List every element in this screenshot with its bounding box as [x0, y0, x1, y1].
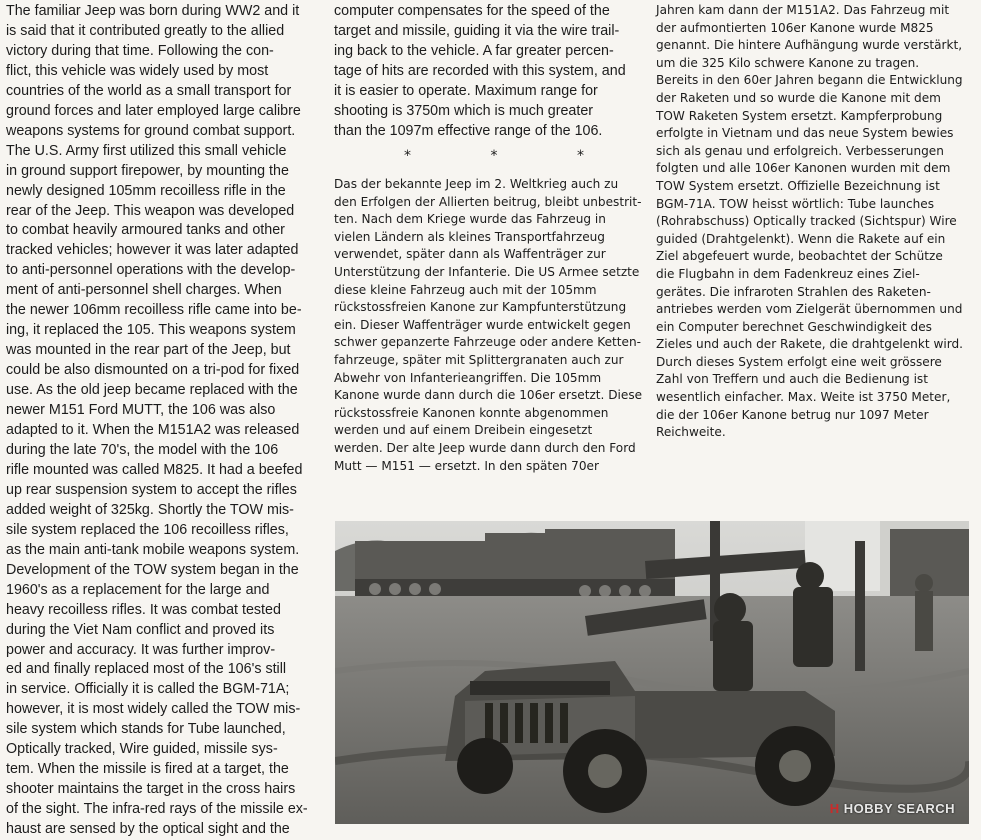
text-line: rifle mounted was called M825. It had a beefed: [6, 461, 303, 478]
text-line: shooting is 3750m which is much greater: [334, 102, 594, 119]
text-line: rückstossfreien Kanone zur Kampfunterstützung: [334, 300, 627, 315]
english-text-column-1: [6, 2, 308, 840]
text-line: die Flugbahn in dem Fadenkreuz eines Ziel-: [656, 266, 920, 281]
text-line: Optically tracked, Wire guided, missile sys-: [6, 741, 278, 758]
text-line: was mounted in the rear part of the Jeep, but: [6, 342, 291, 359]
text-line: TOW Raketen System ersetzt. Kampferprobung: [656, 108, 943, 123]
text-line: use. As the old jeep became replaced with the: [6, 382, 298, 399]
text-line: The familiar Jeep was born during WW2 and it: [6, 3, 300, 19]
german-text-column-3: [656, 2, 963, 442]
text-line: however, it is most widely called the TOW mis-: [6, 701, 301, 718]
text-line: is said that it contributed greatly to the allied: [6, 22, 285, 39]
text-line: during the late 70's, the model with the 106: [6, 441, 279, 458]
text-line: wesentlich einfacher. Max. Weite ist 3750 Meter,: [656, 390, 951, 405]
text-line: der Raketen und so wurde die Kanone mit dem: [656, 90, 941, 105]
text-line: verwendet, später dann als Waffenträger zur: [334, 247, 606, 262]
text-line: computer compensates for the speed of the: [334, 3, 610, 19]
text-line: target and missile, guiding it via the wire trail-: [334, 22, 620, 39]
text-line: Bereits in den 60er Jahren begann die Entwicklung: [656, 73, 963, 88]
text-line: Ziel abgefeuert wurde, beobachtet der Schütze: [656, 249, 943, 264]
text-line: Zieles und auch der Rakete, die drahtgelenkt wird.: [656, 337, 963, 352]
text-line: added weight of 325kg. Shortly the TOW mis-: [6, 501, 294, 518]
text-line: diese kleine Fahrzeug auch mit der 105mm: [334, 282, 597, 297]
text-line: Mutt — M151 — ersetzt. In den späten 70er: [334, 458, 599, 473]
text-line: to anti-personnel operations with the develop-: [6, 262, 296, 279]
text-line: den Erfolgen der Allierten beitrug, bleibt unbestrit-: [334, 194, 642, 209]
text-line: ing back to the vehicle. A far greater percen-: [334, 42, 614, 59]
section-separator: [404, 148, 584, 164]
text-line: tage of hits are recorded with this system, and: [334, 62, 626, 79]
separator-asterisk: *: [404, 148, 411, 164]
text-line: it is easier to operate. Maximum range for: [334, 82, 598, 99]
text-line: newly designed 105mm recoilless rifle in the: [6, 182, 286, 199]
text-line: Jahren kam dann der M151A2. Das Fahrzeug mit: [656, 3, 950, 17]
english-text-column-2: [334, 2, 626, 142]
text-line: the newer 106mm recoilless rifle came into be-: [6, 302, 302, 319]
text-line: folgten und alle 106er Kanonen wurden mit dem: [656, 161, 951, 176]
text-line: vielen Ländern als kleines Transportfahrzeug: [334, 229, 605, 244]
text-line: power and accuracy. It was further improv-: [6, 641, 276, 658]
text-line: Das der bekannte Jeep im 2. Weltkrieg auch zu: [334, 177, 619, 191]
text-line: die der 106er Kanone betrug nur 1097 Meter: [656, 407, 929, 422]
text-line: in ground support firepower, by mounting the: [6, 162, 289, 179]
text-line: newer M151 Ford MUTT, the 106 was also: [6, 402, 276, 419]
text-line: Kanone wurde dann durch die 106er ersetzt. Diese: [334, 388, 643, 403]
hobby-search-watermark: [830, 801, 955, 816]
text-line: adapted to it. When the M151A2 was released: [6, 422, 300, 439]
text-line: gerätes. Die infraroten Strahlen des Raketen-: [656, 284, 931, 299]
text-line: during the Viet Nam conflict and proved its: [6, 621, 275, 638]
text-line: guided (Drahtgelenkt). Wenn die Rakete auf ein: [656, 231, 946, 246]
text-line: weapons systems for ground combat support.: [6, 122, 296, 139]
text-line: ten. Nach dem Kriege wurde das Fahrzeug in: [334, 212, 606, 227]
text-line: ein. Dieser Waffenträger wurde entwickelt gegen: [334, 317, 631, 332]
text-line: in service. Officially it is called the BGM-71A;: [6, 681, 290, 698]
text-line: tem. When the missile is fired at a target, the: [6, 761, 289, 778]
text-line: tracked vehicles; however it was later adapted: [6, 242, 299, 259]
jeep-tow-photo: [335, 521, 969, 824]
text-line: um die 325 Kilo schwere Kanone zu tragen.: [656, 55, 920, 70]
text-line: ground forces and later employed large calibre: [6, 102, 301, 119]
text-line: of the sight. The infra-red rays of the missile ex-: [6, 801, 308, 818]
text-line: Development of the TOW system began in the: [6, 561, 299, 578]
text-line: ein Computer berechnet Geschwindigkeit des: [656, 319, 932, 334]
separator-asterisk: *: [577, 148, 584, 164]
text-line: Reichweite.: [656, 425, 726, 440]
text-line: rückstossfreie Kanonen konnte abgenommen: [334, 405, 609, 420]
text-line: schwer gepanzerte Fahrzeuge oder andere Ketten-: [334, 335, 641, 350]
text-line: sile system which stands for Tube launched,: [6, 721, 286, 738]
text-line: erfolgte in Vietnam und das neue System bewies: [656, 126, 954, 141]
text-line: sile system replaced the 106 recoilless rifles,: [6, 521, 289, 538]
text-line: werden und auf einem Dreibein eingesetzt: [334, 423, 593, 438]
text-line: as the main anti-tank mobile weapons system.: [6, 541, 300, 558]
text-line: countries of the world as a small transport for: [6, 82, 292, 99]
text-line: 1960's as a replacement for the large and: [6, 581, 270, 598]
text-line: sich als genau und erfolgreich. Verbesserungen: [656, 143, 944, 158]
text-line: Unterstützung der Infanterie. Die US Armee setzte: [334, 264, 640, 279]
text-line: heavy recoilless rifles. It was combat tested: [6, 601, 281, 618]
text-line: Durch dieses System erfolgt eine weit grössere: [656, 354, 942, 369]
text-line: genannt. Die hintere Aufhängung wurde verstärkt,: [656, 38, 963, 53]
text-line: ment of anti-personnel shell charges. When: [6, 282, 282, 299]
text-line: TOW System ersetzt. Offizielle Bezeichnung ist: [656, 178, 940, 193]
text-line: haust are sensed by the optical sight and the: [6, 821, 290, 838]
text-line: BGM-71A. TOW heisst wörtlich: Tube launches: [656, 196, 935, 211]
text-line: shooter maintains the target in the cross hairs: [6, 781, 296, 798]
text-line: flict, this vehicle was widely used by most: [6, 62, 269, 79]
text-line: The U.S. Army first utilized this small vehicle: [6, 142, 287, 159]
text-line: Zahl von Treffern und auch die Bedienung ist: [656, 372, 928, 387]
text-line: than the 1097m effective range of the 106.: [334, 122, 603, 139]
text-line: fahrzeuge, später mit Splittergranaten auch zur: [334, 352, 624, 367]
text-line: der aufmontierten 106er Kanone wurde M825: [656, 20, 934, 35]
text-line: to combat heavily armoured tanks and other: [6, 222, 285, 239]
watermark-text: HOBBY SEARCH: [843, 801, 955, 816]
text-line: rear of the Jeep. This weapon was developed: [6, 202, 295, 219]
text-line: ed and finally replaced most of the 106's still: [6, 661, 287, 678]
text-line: up rear suspension system to accept the rifles: [6, 481, 297, 498]
text-line: victory during that time. Following the con-: [6, 42, 274, 59]
text-line: could be also dismounted on a tri-pod for fixed: [6, 362, 300, 379]
hobby-search-logo-icon: H: [829, 801, 840, 816]
text-line: antriebes werden vom Zielgerät übernommen und: [656, 302, 963, 317]
text-line: werden. Der alte Jeep wurde dann durch den Ford: [334, 440, 636, 455]
text-line: Abwehr von Infanterieangriffen. Die 105mm: [334, 370, 602, 385]
separator-asterisk: *: [490, 148, 498, 164]
text-line: (Rohrabschuss) Optically tracked (Sichtspur) Wire: [656, 214, 957, 229]
german-text-column-2: [334, 176, 642, 475]
text-line: ing, it replaced the 105. This weapons system: [6, 322, 296, 339]
